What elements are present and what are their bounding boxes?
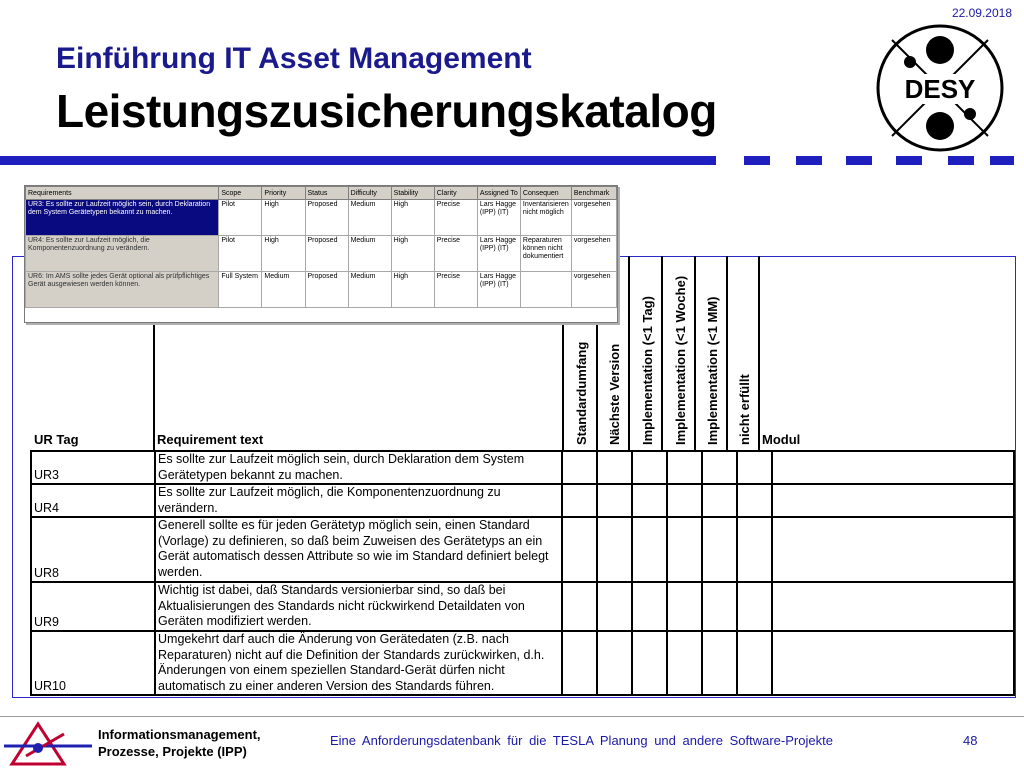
check-cell[interactable]	[702, 631, 737, 695]
tool-req-cell[interactable]: UR6: Im AMS sollte jedes Gerät optional als prüfpflichtiges Gerät ausgewiesen werden können.	[26, 272, 219, 308]
col-assigned-to[interactable]: Assigned To	[477, 187, 520, 200]
check-cell[interactable]	[632, 582, 667, 631]
tool-cell[interactable]: vorgesehen	[571, 236, 616, 272]
modul-cell[interactable]	[772, 451, 1014, 484]
check-cell[interactable]	[702, 484, 737, 517]
check-cell[interactable]	[667, 517, 702, 582]
footer-divider	[0, 716, 1024, 717]
header-divider	[661, 256, 663, 450]
tool-cell[interactable]: High	[391, 236, 434, 272]
requirement-text-cell: Es sollte zur Laufzeit möglich, die Komponentenzuordnung zu verändern.	[155, 484, 562, 517]
tool-row[interactable]	[26, 236, 617, 272]
footer-org-line2: Prozesse, Projekte (IPP)	[98, 744, 247, 759]
check-cell[interactable]	[597, 451, 632, 484]
check-cell[interactable]	[562, 631, 597, 695]
check-cell[interactable]	[737, 517, 772, 582]
rule-dash	[948, 156, 974, 165]
table-row	[31, 451, 1014, 484]
tool-cell[interactable]: Precise	[434, 200, 477, 236]
requirement-text-cell: Wichtig ist dabei, daß Standards versionierbar sind, so daß bei Aktualisierungen des Standards nicht rückwirkend Detaildaten von Geräten modifiziert werden.	[155, 582, 562, 631]
ur-tag-cell: UR8	[31, 517, 155, 582]
header-ur-tag: UR Tag	[34, 432, 79, 447]
col-stability[interactable]: Stability	[391, 187, 434, 200]
tool-cell[interactable]: Precise	[434, 236, 477, 272]
col-difficulty[interactable]: Difficulty	[348, 187, 391, 200]
tool-cell[interactable]: Pilot	[219, 236, 262, 272]
tool-cell[interactable]: Lars Hagge (IPP) (IT)	[477, 236, 520, 272]
check-cell[interactable]	[632, 517, 667, 582]
check-cell[interactable]	[702, 517, 737, 582]
table-row	[31, 484, 1014, 517]
ipp-logo	[4, 720, 92, 766]
check-cell[interactable]	[632, 631, 667, 695]
tool-cell[interactable]: Pilot	[219, 200, 262, 236]
rule-dash	[896, 156, 922, 165]
table-row	[31, 517, 1014, 582]
modul-cell[interactable]	[772, 582, 1014, 631]
tool-cell[interactable]: Lars Hagge (IPP) (IT)	[477, 200, 520, 236]
check-cell[interactable]	[702, 582, 737, 631]
ur-tag-cell: UR3	[31, 451, 155, 484]
check-cell[interactable]	[737, 484, 772, 517]
modul-cell[interactable]	[772, 517, 1014, 582]
header-divider	[628, 256, 630, 450]
slide-title-line2: Leistungszusicherungskatalog	[56, 85, 717, 137]
check-cell[interactable]	[667, 631, 702, 695]
tool-req-cell[interactable]: UR3: Es sollte zur Laufzeit möglich sein, durch Deklaration dem System Gerätetypen bekannt zu machen.	[26, 200, 219, 236]
check-cell[interactable]	[597, 582, 632, 631]
footer-caption: Eine Anforderungsdatenbank für die TESLA Planung und andere Software-Projekte	[330, 733, 833, 748]
tool-cell[interactable]: Medium	[348, 272, 391, 308]
header-impl-1-mm: Implementation (<1 MM)	[705, 296, 720, 445]
title-rule	[0, 156, 716, 165]
header-requirement-text: Requirement text	[157, 432, 264, 447]
footer-org-line1: Informationsmanagement,	[98, 727, 261, 742]
rule-dash	[744, 156, 770, 165]
check-cell[interactable]	[702, 451, 737, 484]
check-cell[interactable]	[737, 631, 772, 695]
header-naechste-version: Nächste Version	[607, 343, 622, 445]
tool-cell[interactable]: Medium	[348, 236, 391, 272]
footer-org	[98, 726, 261, 760]
header-divider	[726, 256, 728, 450]
header-impl-1-woche: Implementation (<1 Woche)	[673, 275, 688, 445]
ur-tag-cell: UR9	[31, 582, 155, 631]
tool-cell[interactable]: Proposed	[305, 200, 348, 236]
tool-cell[interactable]: High	[262, 236, 305, 272]
modul-cell[interactable]	[772, 484, 1014, 517]
header-impl-1-tag: Implementation (<1 Tag)	[640, 296, 655, 445]
desy-logo	[874, 22, 1006, 154]
check-cell[interactable]	[597, 631, 632, 695]
col-consequence[interactable]: Consequen	[520, 187, 571, 200]
ur-tag-cell: UR4	[31, 484, 155, 517]
check-cell[interactable]	[632, 451, 667, 484]
tool-req-cell[interactable]: UR4: Es sollte zur Laufzeit möglich, die Komponentenzuordnung zu verändern.	[26, 236, 219, 272]
header-divider	[758, 256, 760, 450]
check-cell[interactable]	[562, 582, 597, 631]
tool-cell[interactable]	[520, 272, 571, 308]
check-cell[interactable]	[562, 484, 597, 517]
requirement-text-cell: Umgekehrt darf auch die Änderung von Gerätedaten (z.B. nach Reparaturen) nicht auf die Definition der Standards zurückwirken, d.h. Änderungen von einem speziellen Standard-Gerät dürfen nicht automatisch zu einer anderen Version des Standards führen.	[155, 631, 562, 695]
requirement-text-cell: Es sollte zur Laufzeit möglich sein, durch Deklaration dem System Gerätetypen bekannt zu machen.	[155, 451, 562, 484]
header-standardumfang: Standardumfang	[574, 341, 589, 445]
tool-grid	[25, 186, 617, 308]
tool-row-selected[interactable]	[26, 200, 617, 236]
ur-tag-cell: UR10	[31, 631, 155, 695]
check-cell[interactable]	[667, 484, 702, 517]
col-priority[interactable]: Priority	[262, 187, 305, 200]
col-benchmark[interactable]: Benchmark	[571, 187, 616, 200]
tool-cell[interactable]: Full System	[219, 272, 262, 308]
check-cell[interactable]	[667, 582, 702, 631]
check-cell[interactable]	[597, 484, 632, 517]
tool-cell[interactable]: Proposed	[305, 236, 348, 272]
table-row	[31, 582, 1014, 631]
logo-text: DESY	[904, 74, 976, 104]
tool-cell[interactable]: Medium	[348, 200, 391, 236]
date: 22.09.2018	[951, 6, 1012, 20]
check-cell[interactable]	[632, 484, 667, 517]
tool-cell[interactable]: High	[391, 200, 434, 236]
requirements-tool-screenshot	[24, 185, 618, 323]
tool-cell[interactable]: vorgesehen	[571, 200, 616, 236]
rule-dash	[990, 156, 1014, 165]
col-clarity[interactable]: Clarity	[434, 187, 477, 200]
requirements-matrix	[30, 450, 1015, 696]
check-cell[interactable]	[737, 582, 772, 631]
check-cell[interactable]	[737, 451, 772, 484]
tool-row[interactable]	[26, 272, 617, 308]
tool-cell[interactable]: Lars Hagge (IPP) (IT)	[477, 272, 520, 308]
check-cell[interactable]	[667, 451, 702, 484]
header-nicht-erfuellt: nicht erfüllt	[737, 374, 752, 445]
tool-cell[interactable]: Medium	[262, 272, 305, 308]
tool-cell[interactable]: High	[262, 200, 305, 236]
requirement-text-cell: Generell sollte es für jeden Gerätetyp möglich sein, einen Standard (Vorlage) zu definieren, so daß beim Zuweisen des Gerätetyps an ein Gerät automatisch dessen Attribute so wie im Standard definiert belegt werden.	[155, 517, 562, 582]
slide-title-line1: Einführung IT Asset Management	[56, 42, 532, 75]
tool-cell[interactable]: vorgesehen	[571, 272, 616, 308]
table-row	[31, 631, 1014, 695]
rule-dash	[796, 156, 822, 165]
modul-cell[interactable]	[772, 631, 1014, 695]
tool-cell[interactable]: Precise	[434, 272, 477, 308]
check-cell[interactable]	[562, 451, 597, 484]
tool-cell[interactable]: Proposed	[305, 272, 348, 308]
rule-dash	[846, 156, 872, 165]
header-modul: Modul	[762, 432, 801, 447]
check-cell[interactable]	[562, 517, 597, 582]
check-cell[interactable]	[597, 517, 632, 582]
tool-cell[interactable]: Reparaturen können nicht dokumentiert	[520, 236, 571, 272]
tool-cell[interactable]: Inventarisieren nicht möglich	[520, 200, 571, 236]
col-requirements[interactable]: Requirements	[26, 187, 219, 200]
header-divider	[694, 256, 696, 450]
col-status[interactable]: Status	[305, 187, 348, 200]
page-number: 48	[963, 733, 978, 748]
col-scope[interactable]: Scope	[219, 187, 262, 200]
tool-cell[interactable]: High	[391, 272, 434, 308]
